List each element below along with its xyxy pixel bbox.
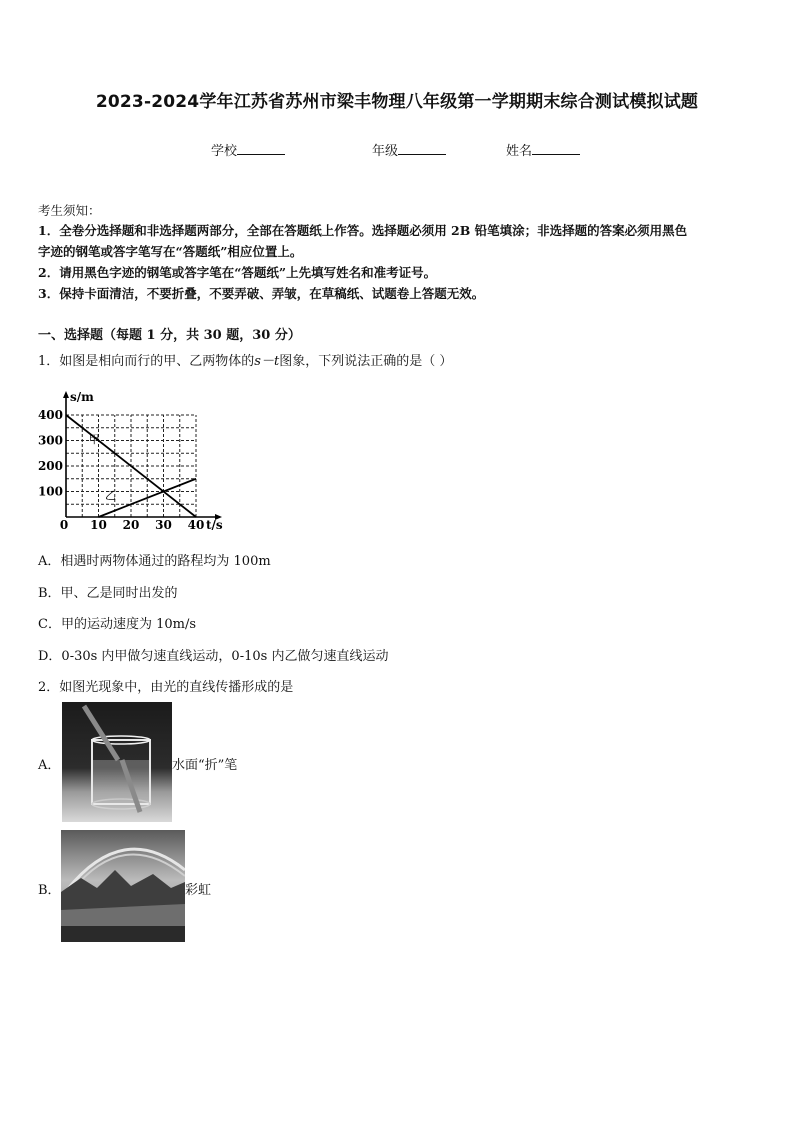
section-heading: 一、选择题（每题 1 分，共 30 题，30 分） [38,328,301,343]
x-tick-label: 30 [155,518,172,532]
notice-heading: 考生须知： [38,203,101,218]
series-label-2: 乙 [105,489,116,503]
chart-labels [70,390,223,532]
notice-item-1: 1．全卷分选择题和非选择题两部分，全部在答题纸上作答。选择题必须用 2B 铅笔填涂；非选择题的答案必须用黑色 [38,223,688,238]
q1-option-d[interactable]: D．0-30s 内甲做匀速直线运动，0-10s 内乙做匀速直线运动 [38,649,389,664]
grade-blank[interactable] [398,142,446,155]
series-label-1: 甲 [88,433,100,447]
q2-option-a-letter[interactable]: A． [38,758,61,773]
rainbow-photo[interactable] [61,830,185,942]
question-1-stem: 1．如图是相向而行的甲、乙两物体的s－t图象，下列说法正确的是（ ） [38,354,453,369]
bent-pencil-photo[interactable] [62,702,172,822]
y-tick-label: 100 [37,484,63,499]
school-label: 学校 [211,144,238,159]
name-label: 姓名 [506,144,533,159]
notice-item-1b: 字迹的钢笔或答字笔写在“答题纸”相应位置上。 [38,244,303,259]
y-tick-label: 300 [37,433,63,448]
q2-option-b-letter[interactable]: B． [38,883,61,898]
school-field[interactable] [211,140,285,159]
x-tick-label: 40 [187,518,205,532]
rainbow-image [61,830,185,942]
grade-field[interactable] [372,140,446,159]
name-blank[interactable] [532,142,580,155]
y-axis-arrow [63,391,69,398]
grade-label: 年级 [372,144,399,159]
school-blank[interactable] [237,142,285,155]
x-axis-label: t/s [206,518,223,532]
question-2-stem: 2．如图光现象中，由光的直线传播形成的是 [38,680,294,695]
q2-option-b-caption: 彩虹 [185,883,212,898]
notice-item-2: 2．请用黑色字迹的钢笔或答字笔在“答题纸”上先填写姓名和准考证号。 [38,265,437,280]
s-t-variable: s－t [254,354,280,369]
x-tick-label: 0 [59,518,69,532]
q1-option-a[interactable]: A．相遇时两物体通过的路程均为 100m [38,554,271,569]
notice-item-3: 3．保持卡面清洁，不要折叠，不要弄破、弄皱，在草稿纸、试题卷上答题无效。 [38,286,485,301]
name-field[interactable] [506,140,580,159]
x-tick-label: 10 [90,518,107,532]
y-tick-label: 200 [37,459,63,473]
bent-pencil-image [62,702,172,822]
q1-option-b[interactable]: B．甲、乙是同时出发的 [38,586,178,601]
y-tick-label: 400 [37,408,63,422]
q2-option-a-caption: 水面“折”笔 [172,758,238,773]
x-tick-label: 20 [122,518,140,532]
y-axis-label: s/m [70,390,94,404]
s-t-graph [36,386,236,536]
q1-option-c[interactable]: C．甲的运动速度为 10m/s [38,617,196,632]
page-title: 2023-2024学年江苏省苏州市梁丰物理八年级第一学期期末综合测试模拟试题 [95,92,699,112]
